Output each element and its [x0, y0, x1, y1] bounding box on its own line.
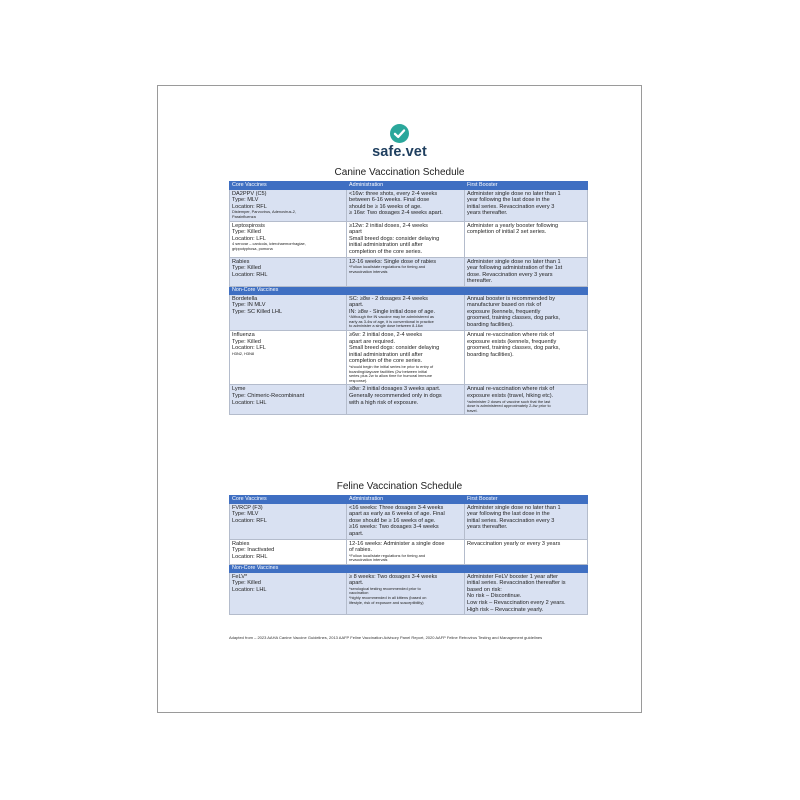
cell-note: grippotyphosa, pomona — [232, 245, 273, 251]
non-core-header-row — [230, 564, 588, 572]
cell-line: dose. Revaccination every 3 years — [467, 271, 553, 278]
cell-note: revaccination intervals — [349, 268, 388, 274]
cell-line: Administer FeLV booster 1 year after — [467, 573, 558, 580]
cell-note: 4 serovar – canicola, icterohaemorrhagiae, — [232, 241, 306, 247]
vaccine-row — [230, 331, 588, 385]
cell-line: Type: Chimeric-Recombinant — [232, 393, 305, 399]
feline-schedule-title: Feline Vaccination Schedule — [336, 481, 463, 492]
cell-line: exposure exists (travel, hiking etc). — [467, 393, 554, 399]
cell-line: completion of the core series. — [349, 358, 423, 365]
cell-line: years thereafter. — [467, 210, 508, 217]
cell-line: No risk – Discontinue. — [467, 593, 522, 600]
cell-line: of rabies. — [349, 547, 373, 554]
non-core-label: Non-Core Vaccines — [230, 564, 588, 572]
cell-line: initial administration until after — [349, 242, 423, 249]
canine-schedule-table — [229, 181, 588, 415]
cell-line: should be ≥ 16 weeks of age. — [349, 203, 422, 210]
vaccine-row — [230, 503, 588, 539]
cell-line: Type: Killed — [232, 338, 261, 345]
cell-line: Annual re-vaccination where risk of — [467, 386, 555, 393]
administration-cell — [347, 503, 465, 539]
cell-line: Small breed dogs: consider delaying — [349, 345, 440, 352]
cell-line: 12-16 weeks: Single dose of rabies — [349, 258, 437, 265]
administration-cell — [347, 539, 465, 564]
checkmark-circle-icon — [390, 124, 409, 143]
cell-line: ≥6w: 2 initial dose, 2-4 weeks — [349, 332, 423, 339]
column-header: Core Vaccines — [230, 182, 347, 190]
column-header: First Booster — [465, 496, 588, 504]
cell-line: apart. — [349, 302, 364, 309]
cell-line: Revaccination yearly or every 3 years — [467, 540, 561, 547]
cell-note: *serological testing recommended prior to — [349, 585, 421, 591]
canine-schedule-title: Canine Vaccination Schedule — [334, 167, 465, 178]
cell-line: apart as early as 6 weeks of age. Final — [349, 511, 445, 518]
cell-note: Parainfluenza — [232, 213, 256, 219]
cell-note: lifestyle, risk of exposure and susceptibility) — [349, 599, 424, 605]
cell-line: Lyme — [232, 386, 246, 393]
cell-note: dose is administered approximately 2-4w prior to — [467, 403, 551, 409]
column-header: First Booster — [465, 182, 588, 190]
table-header-row — [230, 496, 588, 504]
cell-line: dose should be ≥ 16 weeks of age. — [349, 517, 436, 524]
vaccine-row — [230, 385, 588, 415]
cell-line: years thereafter. — [467, 524, 508, 531]
cell-line: boarding facilities). — [467, 351, 514, 358]
cell-line: Leptospirosis — [232, 222, 265, 229]
cell-note: Distemper, Parvovirus, Adenovirus-2, — [232, 209, 297, 215]
administration-cell — [347, 572, 465, 615]
cell-line: Type: MLV — [232, 197, 259, 204]
cell-line: exposure (kennels, frequently — [467, 308, 541, 315]
cell-line: Generally recommended only in dogs — [349, 393, 442, 399]
administration-cell — [347, 189, 465, 221]
vaccine-name-cell — [230, 189, 347, 221]
cell-line: FeLV* — [232, 573, 248, 580]
cell-line: boarding facilities). — [467, 321, 514, 328]
cell-line: Location: RHL — [232, 271, 268, 278]
vaccine-name-cell — [230, 539, 347, 564]
cell-line: thereafter. — [467, 278, 493, 285]
table-header-row — [230, 182, 588, 190]
cell-note: early as 3-4w of age, it is conventional in practice — [349, 318, 434, 324]
first-booster-cell — [465, 257, 588, 286]
cell-line: groomed, training classes, dog parks, — [467, 345, 560, 352]
cell-line: initial series. Revaccination thereafter is — [467, 580, 566, 587]
cell-line: Location: LFL — [232, 345, 266, 352]
vaccine-row — [230, 572, 588, 615]
cell-line: Type: Inactivated — [232, 547, 275, 554]
cell-line: Location: RFL — [232, 517, 267, 524]
administration-cell — [347, 294, 465, 331]
brand-name: safe.vet — [372, 144, 427, 160]
cell-line: Type: Killed — [232, 229, 261, 236]
cell-note: boarding/daycare facilities (2w between initial — [349, 368, 428, 374]
cell-line: based on risk: — [467, 586, 502, 593]
cell-line: initial administration until after — [349, 351, 423, 358]
cell-line: apart — [349, 229, 362, 236]
cell-line: Annual booster is recommended by — [467, 295, 555, 302]
cell-line: completion of initial 2 set series. — [467, 229, 547, 236]
cell-note: *Follow local/state regulations for timing and — [349, 552, 426, 558]
cell-line: 12-16 weeks: Administer a single dose — [349, 540, 445, 547]
cell-note: travel. — [467, 407, 478, 413]
cell-note: revaccination intervals — [349, 557, 388, 563]
first-booster-cell — [465, 539, 588, 564]
cell-line: apart. — [349, 580, 364, 587]
column-header: Core Vaccines — [230, 496, 347, 504]
cell-line: initial series. Revaccination every 3 — [467, 517, 555, 524]
cell-line: Location: LHL — [232, 586, 267, 593]
footnote: Adapted from – 2023 AAHA Canine Vaccine Guidelines, 2013 AAFP Feline Vaccination Advisory Panel Report, 2020 AAFP Feline Retrovirus Testing and Management guidelines — [229, 635, 543, 640]
cell-line: DA2PPV (C5) — [232, 190, 267, 197]
vaccine-name-cell — [230, 385, 347, 415]
non-core-header-row — [230, 286, 588, 294]
cell-line: Type: Killed — [232, 580, 261, 587]
first-booster-cell — [465, 385, 588, 415]
first-booster-cell — [465, 331, 588, 385]
vaccine-name-cell — [230, 572, 347, 615]
administration-cell — [347, 331, 465, 385]
cell-line: Administer a yearly booster following — [467, 222, 559, 229]
cell-line: groomed, training classes, dog parks, — [467, 315, 560, 322]
cell-line: Administer single dose no later than 1 — [467, 504, 561, 511]
cell-line: Influenza — [232, 332, 255, 339]
administration-cell — [347, 221, 465, 257]
vaccine-row — [230, 257, 588, 286]
administration-cell — [347, 257, 465, 286]
cell-line: <16w: three shots, every 2-4 weeks — [349, 190, 438, 197]
cell-note: to administer a single dose between 8-16w — [349, 323, 423, 329]
first-booster-cell — [465, 294, 588, 331]
cell-line: exposure exists (kennels, frequently — [467, 338, 557, 345]
vaccine-row — [230, 221, 588, 257]
cell-note: *highly recommended in all kittens (based on — [349, 594, 427, 600]
cell-line: initial series. Revaccination every 3 — [467, 203, 555, 210]
cell-line: Type: Killed — [232, 265, 261, 272]
cell-line: manufacturer based on risk of — [467, 302, 541, 309]
cell-line: Administer single dose no later than 1 — [467, 190, 561, 197]
cell-line: Type: MLV — [232, 511, 259, 518]
cell-line: ≥ 16w: Two dosages 2-4 weeks apart. — [349, 210, 443, 217]
cell-note: *administer 2 doses of vaccine such that the last — [467, 398, 551, 404]
cell-note: response). — [349, 377, 368, 383]
administration-cell — [347, 385, 465, 415]
first-booster-cell — [465, 189, 588, 221]
cell-line: SC: ≥8w - 2 dosages 2-4 weeks — [349, 295, 428, 302]
cell-line: Location: RHL — [232, 553, 268, 560]
cell-line: ≥8w: 2 initial dosages 3 weeks apart. — [349, 386, 441, 393]
cell-note: *Follow local/state regulations for timing and — [349, 264, 426, 270]
cell-line: Rabies — [232, 258, 250, 265]
feline-schedule-table — [229, 495, 588, 615]
cell-line: <16 weeks: Three dosages 3-4 weeks — [349, 504, 444, 511]
cell-line: Location: LFL — [232, 235, 266, 242]
cell-line: between 6-16 weeks. Final dose — [349, 197, 430, 204]
vaccine-row — [230, 189, 588, 221]
first-booster-cell — [465, 503, 588, 539]
cell-line: year following the last dose in the — [467, 197, 550, 204]
cell-note: series plus 2w to allow time for humoral immune — [349, 373, 433, 379]
vaccine-name-cell — [230, 331, 347, 385]
column-header: Administration — [347, 182, 465, 190]
cell-line: Annual re-vaccination where risk of — [467, 332, 555, 339]
cell-line: Type: SC Killed LHL — [232, 308, 283, 315]
vaccine-name-cell — [230, 294, 347, 331]
cell-line: year following administration of the 1st — [467, 265, 563, 272]
vaccine-name-cell — [230, 221, 347, 257]
cell-line: High risk – Revaccinate yearly. — [467, 606, 544, 613]
cell-line: ≥ 8 weeks: Two dosages 3-4 weeks — [349, 573, 438, 580]
cell-line: Low risk – Revaccination every 2 years. — [467, 599, 566, 606]
cell-line: Small breed dogs: consider delaying — [349, 235, 440, 242]
brand-logo — [158, 124, 641, 160]
vaccine-row — [230, 294, 588, 331]
cell-line: Location: RFL — [232, 203, 267, 210]
cell-line: ≥16 weeks: Two dosages 3-4 weeks — [349, 524, 439, 531]
column-header: Administration — [347, 496, 465, 504]
cell-line: year following the last dose in the — [467, 511, 550, 518]
cell-note: vaccination — [349, 590, 369, 596]
cell-line: Rabies — [232, 540, 250, 547]
document-page — [157, 85, 642, 713]
cell-line: Location: LHL — [232, 399, 267, 406]
cell-note: *Although the IN vaccine may be administered as — [349, 314, 434, 320]
cell-line: with a high risk of exposure. — [349, 399, 419, 406]
cell-line: ≥12w: 2 initial doses, 2-4 weeks — [349, 222, 428, 229]
first-booster-cell — [465, 221, 588, 257]
cell-line: apart. — [349, 530, 364, 537]
cell-line: Administer single dose no later than 1 — [467, 258, 561, 265]
vaccine-row — [230, 539, 588, 564]
cell-line: IN: ≥8w - Single initial dose of age. — [349, 308, 436, 315]
vaccine-name-cell — [230, 257, 347, 286]
cell-line: apart are required. — [349, 338, 396, 345]
cell-note: H3N2, H3N8 — [232, 350, 255, 356]
vaccine-name-cell — [230, 503, 347, 539]
cell-line: Type: IN MLV — [232, 302, 266, 309]
non-core-label: Non-Core Vaccines — [230, 286, 588, 294]
first-booster-cell — [465, 572, 588, 615]
cell-line: Bordetella — [232, 295, 258, 302]
cell-line: completion of the core series. — [349, 248, 423, 255]
cell-note: *should begin the initial series be prior to entry of — [349, 364, 434, 370]
cell-line: FVRCP (F3) — [232, 504, 263, 511]
